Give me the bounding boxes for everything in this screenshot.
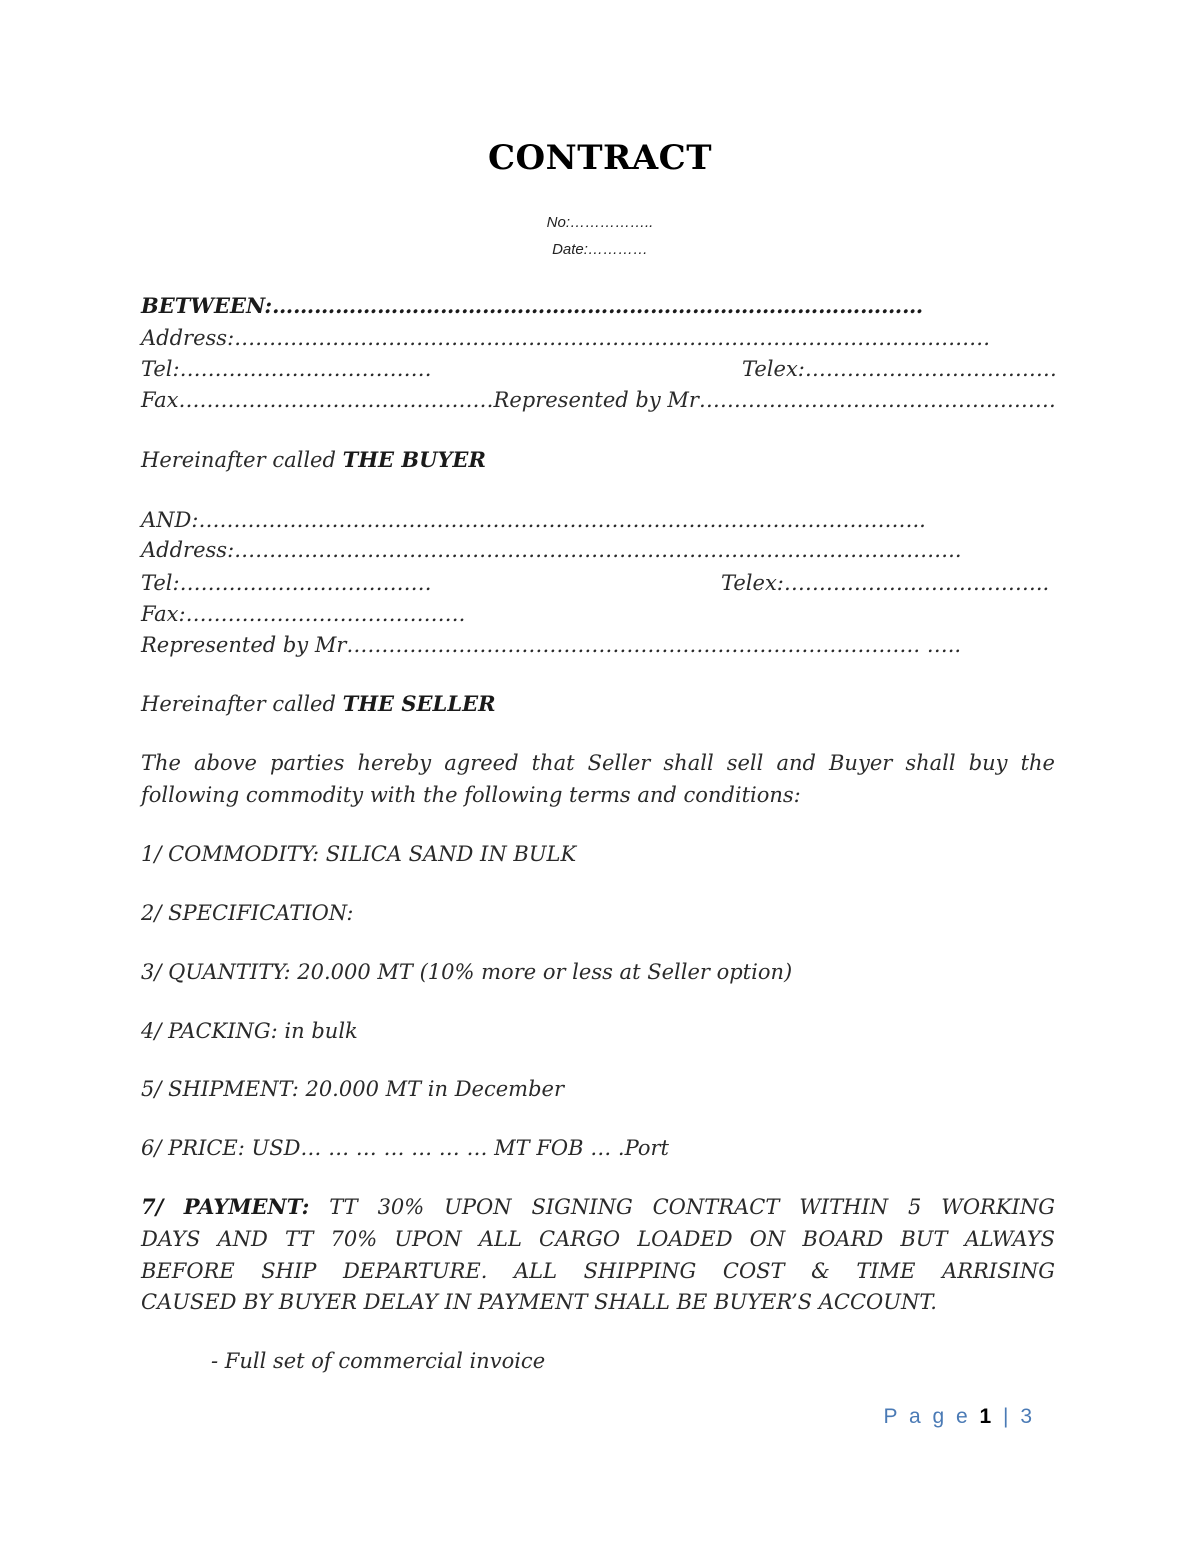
seller-called-line (141, 690, 496, 718)
buyer-called-line (141, 446, 486, 474)
page-current: 1 (979, 1405, 995, 1428)
buyer-called-prefix: Hereinafter called (141, 448, 343, 472)
buyer-address-line: Address:……………………………………………………………………………………………… (141, 326, 991, 350)
contract-date: Date:………… (552, 241, 648, 258)
between-label: BETWEEN:………………………………………………………………………………… (141, 293, 924, 318)
document-title: CONTRACT (487, 138, 713, 178)
buyer-fax: Fax……………………………………… (141, 388, 494, 412)
payment-line-3: BEFORE SHIP DEPARTURE. ALL SHIPPING COST & TIME ARRISING (141, 1259, 1055, 1283)
seller-called-prefix: Hereinafter called (141, 692, 343, 716)
buyer-represented: Represented by Mr…………………………………………… (493, 388, 1056, 412)
seller-role: THE SELLER (342, 691, 496, 716)
page-total: 3 (1020, 1405, 1035, 1428)
clause-commodity: 1/ COMMODITY: SILICA SAND IN BULK (141, 842, 577, 866)
buyer-telex-line: Telex:……………………………… (742, 357, 1057, 381)
seller-address-line: Address:………………………………………………………………………………………….. (141, 538, 962, 562)
clause-packing: 4/ PACKING: in bulk (141, 1019, 358, 1043)
seller-represented-line: Represented by Mr………………………………………………………………………. ….. (141, 633, 962, 657)
buyer-tel-line: Tel:……………………………… (141, 357, 432, 381)
clause-price: 6/ PRICE: USD… … … … … … … MT FOB … .Port (141, 1136, 669, 1160)
buyer-fax-line (141, 386, 1056, 414)
payment-line-4: CAUSED BY BUYER DELAY IN PAYMENT SHALL BE BUYER’S ACCOUNT. (141, 1290, 937, 1314)
seller-and-line: AND:………………………………………………………………………………………….. (141, 508, 926, 532)
payment-line-2: DAYS AND TT 70% UPON ALL CARGO LOADED ON BOARD BUT ALWAYS (141, 1227, 1055, 1251)
clause-shipment: 5/ SHIPMENT: 20.000 MT in December (141, 1077, 564, 1101)
seller-telex-line: Telex:……………………………….. (721, 571, 1050, 595)
seller-fax-line: Fax:…………………………………. (141, 602, 466, 626)
clause-specification: 2/ SPECIFICATION: (141, 901, 354, 925)
bullet-commercial-invoice: - Full set of commercial invoice (211, 1349, 546, 1373)
clause-quantity: 3/ QUANTITY: 20.000 MT (10% more or less at Seller option) (141, 960, 793, 984)
intro-line-1: The above parties hereby agreed that Seller shall sell and Buyer shall buy the (141, 751, 1055, 775)
buyer-between-line (141, 292, 923, 320)
payment-line-1 (141, 1193, 1055, 1221)
page-separator: | (994, 1405, 1021, 1428)
intro-line-2: following commodity with the following terms and conditions: (141, 783, 801, 807)
seller-tel-line: Tel:……………………………… (141, 571, 432, 595)
contract-number: No:…………….. (546, 214, 654, 231)
payment-text-1: TT 30% UPON SIGNING CONTRACT WITHIN 5 WORKING (329, 1195, 1055, 1219)
buyer-role: THE BUYER (342, 447, 486, 472)
page-word: P a g e (883, 1405, 980, 1428)
page-number-footer (883, 1405, 1035, 1429)
payment-label: 7/ PAYMENT: (141, 1194, 310, 1219)
